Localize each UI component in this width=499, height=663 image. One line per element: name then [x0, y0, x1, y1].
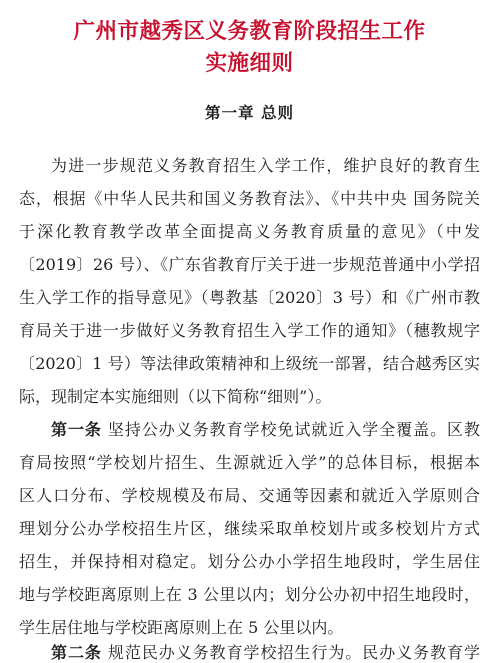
article1-line-7: 学生居住地与学校距离原则上在 5 公里以内。 [19, 618, 344, 637]
preamble-line-2: 态，根据《中华人民共和国义务教育法》、《中共中央 国务院关 [19, 189, 480, 208]
preamble-line-3: 于深化教育教学改革全面提高义务教育质量的意见》（中发 [19, 222, 480, 241]
document-title-line-2: 实施细则 [205, 51, 294, 76]
preamble-line-4: 〔2019〕26 号）、《广东省教育厅关于进一步规范普通中小学招 [19, 255, 480, 274]
article1-line-5: 招生，并保持相对稳定。划分公办小学招生地段时，学生居住 [19, 552, 480, 571]
chapter-heading: 第一章 总则 [205, 104, 294, 122]
article1-line-2: 育局按照“学校划片招生、生源就近入学”的总体目标，根据本 [19, 453, 480, 472]
document-title-line-1: 广州市越秀区义务教育阶段招生工作 [73, 19, 426, 44]
article1-line-6: 地与学校距离原则上在 3 公里以内；划分公办初中招生地段时， [19, 585, 480, 604]
article1-label: 第一条 [51, 420, 102, 439]
article1-line-4: 理划分公办学校招生片区，继续采取单校划片或多校划片方式 [19, 519, 480, 538]
preamble-line-1: 为进一步规范义务教育招生入学工作，维护良好的教育生 [51, 156, 480, 175]
preamble-line-8: 际，现制定本实施细则（以下简称“细则”）。 [19, 387, 332, 406]
preamble-line-7: 〔2020〕1 号）等法律政策精神和上级统一部署，结合越秀区实 [19, 354, 480, 373]
preamble-line-6: 育局关于进一步做好义务教育招生入学工作的通知》（穗教规字 [19, 321, 480, 340]
article1-line-1 [51, 420, 480, 440]
article2-line-1 [51, 643, 480, 663]
article1-line-3: 区人口分布、学校规模及布局、交通等因素和就近入学原则合 [19, 486, 480, 505]
article2-text-start: 规范民办义务教育学校招生行为。民办义务教育学 [107, 643, 480, 662]
article1-text-start: 坚持公办义务教育学校免试就近入学全覆盖。区教 [107, 420, 480, 439]
preamble-line-5: 生入学工作的指导意见》（粤教基〔2020〕3 号）和《广州市教 [19, 288, 480, 307]
article2-label: 第二条 [51, 643, 102, 662]
